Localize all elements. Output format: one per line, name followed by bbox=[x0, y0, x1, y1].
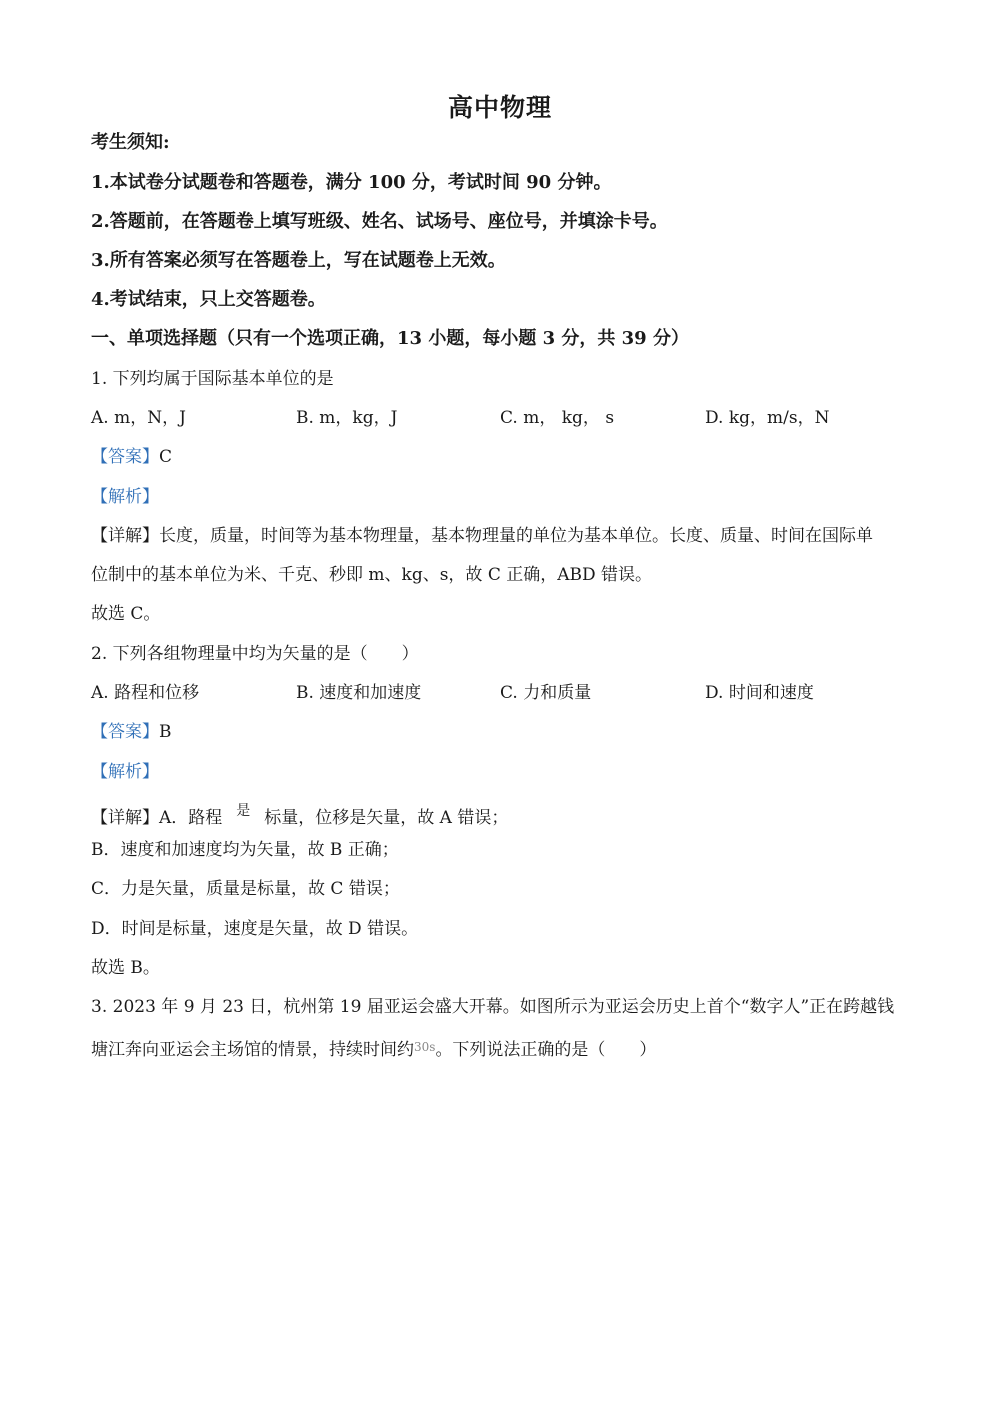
q2-option-c: C. 力和质量 bbox=[500, 683, 592, 703]
q2-detail-a-pre: A．路程 bbox=[159, 808, 223, 828]
q2-option-d: D. 时间和速度 bbox=[705, 683, 814, 703]
q2-answer bbox=[91, 720, 172, 744]
q2-detail-a-small: 是 bbox=[236, 803, 251, 819]
q3-stem-line-2-post: 。下列说法正确的是（ ） bbox=[435, 1040, 657, 1060]
q2-detail-b: B．速度和加速度均为矢量，故 B 正确； bbox=[91, 840, 399, 860]
q1-analysis-tag: 【解析】 bbox=[91, 487, 159, 507]
q1-detail-line-2: 位制中的基本单位为米、千克、秒即 m、kg、s，故 C 正确，ABD 错误。 bbox=[91, 565, 653, 585]
q3-stem-line-2 bbox=[91, 1035, 656, 1062]
q2-answer-value: B bbox=[159, 722, 172, 742]
q1-conclusion: 故选 C。 bbox=[91, 604, 161, 624]
q2-analysis-tag: 【解析】 bbox=[91, 762, 159, 782]
q3-stem-line-1: 3. 2023 年 9 月 23 日，杭州第 19 届亚运会盛大开幕。如图所示为亚运会历史上首个“数字人”正在跨越钱 bbox=[91, 997, 895, 1017]
q2-detail-d: D．时间是标量，速度是矢量，故 D 错误。 bbox=[91, 919, 419, 939]
answer-tag: 【答案】 bbox=[91, 722, 159, 742]
q2-detail-a-post: 标量，位移是矢量，故 A 错误； bbox=[264, 808, 509, 828]
notice-item-4: 4.考试结束，只上交答题卷。 bbox=[91, 289, 326, 310]
notice-item-2: 2.答题前，在答题卷上填写班级、姓名、试场号、座位号，并填涂卡号。 bbox=[91, 211, 668, 232]
q2-option-a: A. 路程和位移 bbox=[91, 683, 200, 703]
notice-header: 考生须知: bbox=[91, 132, 170, 153]
q1-detail-line-1 bbox=[91, 524, 873, 548]
q1-detail-text-1: 长度，质量，时间等为基本物理量，基本物理量的单位为基本单位。长度、质量、时间在国际单 bbox=[159, 526, 873, 546]
q1-option-c: C. m， kg， s bbox=[500, 408, 615, 428]
q2-detail-c: C．力是矢量，质量是标量，故 C 错误； bbox=[91, 879, 400, 899]
q2-conclusion: 故选 B。 bbox=[91, 958, 160, 978]
q3-duration-value: 30s bbox=[414, 1040, 436, 1054]
page-title: 高中物理 bbox=[447, 93, 552, 122]
q2-option-b: B. 速度和加速度 bbox=[296, 683, 422, 703]
q1-answer bbox=[91, 445, 172, 469]
answer-tag: 【答案】 bbox=[91, 447, 159, 467]
q1-option-b: B. m，kg，J bbox=[296, 408, 398, 428]
detail-tag: 【详解】 bbox=[91, 526, 159, 546]
q1-stem: 1. 下列均属于国际基本单位的是 bbox=[91, 369, 334, 389]
q1-option-a: A. m，N，J bbox=[91, 408, 186, 428]
section-title: 一、单项选择题（只有一个选项正确，13 小题，每小题 3 分，共 39 分） bbox=[91, 328, 689, 349]
q2-detail-a bbox=[91, 799, 508, 830]
q1-answer-value: C bbox=[159, 447, 173, 467]
q2-stem: 2. 下列各组物理量中均为矢量的是（ ） bbox=[91, 644, 419, 664]
notice-item-3: 3.所有答案必须写在答题卷上，写在试题卷上无效。 bbox=[91, 250, 506, 271]
q1-option-d: D. kg，m/s，N bbox=[705, 408, 830, 428]
notice-item-1: 1.本试卷分试题卷和答题卷，满分 100 分，考试时间 90 分钟。 bbox=[91, 172, 612, 193]
q3-stem-line-2-pre: 塘江奔向亚运会主场馆的情景，持续时间约 bbox=[91, 1040, 414, 1060]
detail-tag: 【详解】 bbox=[91, 808, 159, 828]
